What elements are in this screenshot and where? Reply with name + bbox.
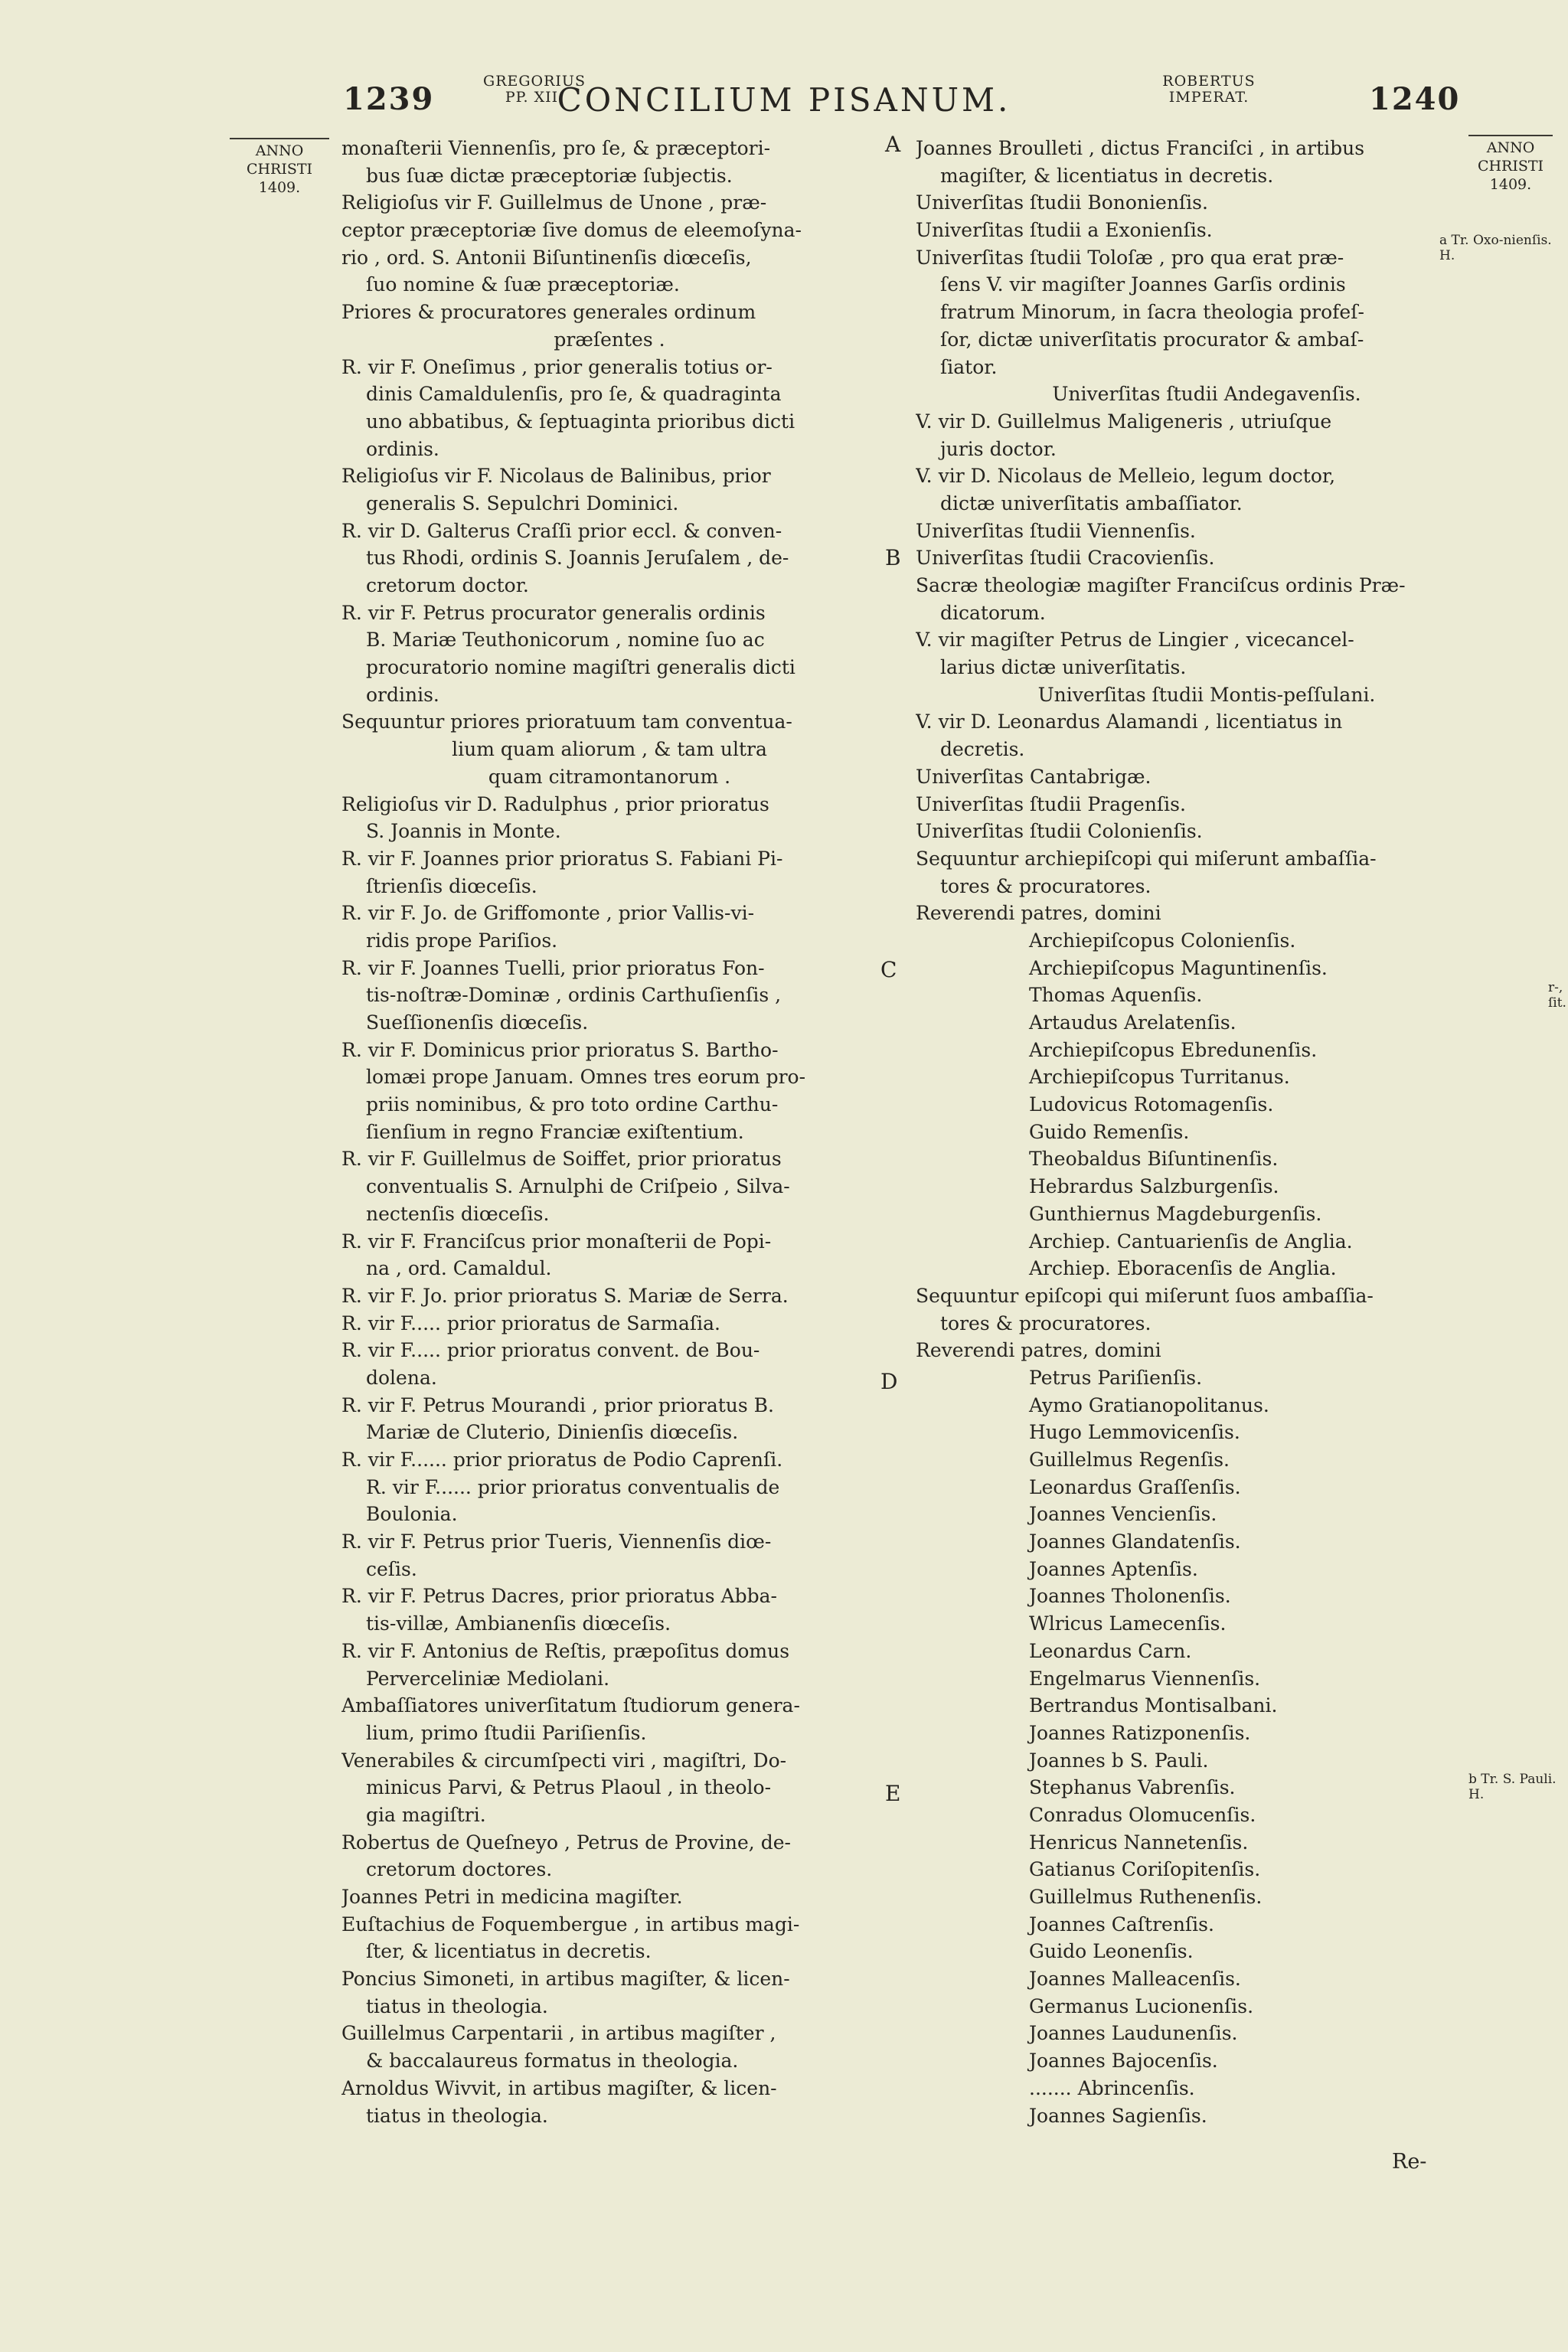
text-line: Bertrandus Montisalbani.: [1029, 1694, 1278, 1717]
text-line: ſienſium in regno Franciæ exiſtentium.: [366, 1120, 744, 1143]
text-line: Mariæ de Cluterio, Dinienſis diœceſis.: [366, 1421, 739, 1444]
text-line: tores & procuratores.: [940, 1312, 1152, 1334]
text-line: gia magiſtri.: [366, 1803, 486, 1826]
side-note-a: a Tr. Oxo-nienſis. H.: [1439, 233, 1552, 263]
text-line: ſtrienſis diœceſis.: [366, 874, 537, 897]
text-line: generalis S. Sepulchri Dominici.: [366, 492, 679, 514]
text-line: Sequuntur priores prioratuum tam conventua-: [341, 710, 792, 733]
text-line: R. vir F..... prior prioratus convent. de Bou-: [341, 1339, 760, 1362]
text-line: Joannes b S. Pauli.: [1029, 1749, 1209, 1772]
text-line: Archiepiſcopus Turritanus.: [1029, 1066, 1290, 1089]
text-line: larius dictæ univerſitatis.: [940, 656, 1187, 679]
text-line: priis nominibus, & pro toto ordine Carthu-: [366, 1093, 779, 1116]
text-line: Univerſitas ſtudii Toloſæ , pro qua erat præ-: [916, 246, 1344, 269]
text-line: Perverceliniæ Mediolani.: [366, 1667, 610, 1690]
section-ref-e: E: [885, 1781, 901, 1806]
text-line: Religioſus vir F. Nicolaus de Balinibus, prior: [341, 465, 771, 488]
text-line: Venerabiles & circumſpecti viri , magiſtri, Do-: [341, 1749, 787, 1772]
text-line: tis-villæ, Ambianenſis diœceſis.: [366, 1612, 671, 1635]
left-column: [341, 135, 877, 2129]
text-line: Sequuntur epiſcopi qui miſerunt ſuos ambaſſia-: [916, 1284, 1374, 1307]
text-line: Theobaldus Biſuntinenſis.: [1029, 1148, 1279, 1171]
text-line: ſiator.: [940, 355, 998, 378]
text-line: cretorum doctores.: [366, 1858, 553, 1881]
text-line: R. vir F. Antonius de Reſtis, præpoſitus domus: [341, 1639, 790, 1662]
text-line: Archiep. Eboracenſis de Anglia.: [1029, 1257, 1337, 1280]
text-line: juris doctor.: [940, 437, 1057, 460]
text-line: Leonardus Carn.: [1029, 1639, 1192, 1662]
text-line: Univerſitas ſtudii Viennenſis.: [916, 519, 1196, 542]
page-number-right: 1240: [1369, 81, 1461, 117]
margin-year-left: [230, 138, 329, 197]
text-line: Joannes Bajocenſis.: [1029, 2050, 1218, 2073]
text-line: lium quam aliorum , & tam ultra: [452, 738, 767, 761]
text-line: Petrus Pariſienſis.: [1029, 1366, 1203, 1389]
text-line: Joannes Sagienſis.: [1029, 2104, 1207, 2127]
text-line: Priores & procuratores generales ordinum: [341, 301, 756, 324]
text-line: R. vir F...... prior prioratus de Podio Caprenſi.: [341, 1449, 783, 1471]
text-line: R. vir F. Jo. prior prioratus S. Mariæ de Serra.: [341, 1284, 789, 1307]
text-line: Gatianus Coriſopitenſis.: [1029, 1858, 1261, 1881]
text-line: Guillelmus Ruthenenſis.: [1029, 1886, 1263, 1908]
section-ref-b: B: [885, 545, 901, 570]
text-line: rio , ord. S. Antonii Biſuntinenſis diœceſis,: [341, 246, 752, 269]
text-line: tis-noſtræ-Dominæ , ordinis Carthuſienſis ,: [366, 984, 782, 1007]
margin-christi: CHRISTI: [246, 161, 313, 178]
section-ref-a: A: [885, 132, 901, 157]
text-line: monaſterii Viennenſis, pro ſe, & præceptori-: [341, 137, 771, 159]
text-line: ordinis.: [366, 683, 439, 706]
text-line: R. vir F. Petrus Dacres, prior prioratus Abba-: [341, 1585, 777, 1608]
text-line: R. vir F. Joannes prior prioratus S. Fabiani Pi-: [341, 847, 783, 870]
text-line: Archiepiſcopus Colonienſis.: [1029, 929, 1296, 952]
text-line: nectenſis diœceſis.: [366, 1202, 550, 1225]
text-line: tiatus in theologia.: [366, 2104, 548, 2127]
text-line: Guillelmus Carpentarii , in artibus magiſter ,: [341, 2022, 776, 2045]
text-line: Conradus Olomucenſis.: [1029, 1803, 1256, 1826]
text-line: Thomas Aquenſis.: [1029, 984, 1203, 1007]
text-line: Germanus Lucionenſis.: [1029, 1994, 1254, 2017]
text-line: lium, primo ſtudii Pariſienſis.: [366, 1721, 647, 1744]
text-line: Guido Remenſis.: [1029, 1120, 1190, 1143]
text-line: Univerſitas ſtudii Bononienſis.: [916, 191, 1208, 214]
text-line: R. vir F. Joannes Tuelli, prior prioratus Fon-: [341, 956, 765, 979]
text-line: Reverendi patres, domini: [916, 902, 1161, 925]
text-line: Joannes Malleacenſis.: [1029, 1968, 1241, 1991]
margin-christi: CHRISTI: [1477, 158, 1544, 175]
text-line: Univerſitas ſtudii Andegavenſis.: [1052, 383, 1361, 406]
text-line: magiſter, & licentiatus in decretis.: [940, 164, 1274, 187]
text-line: Univerſitas ſtudii Cracovienſis.: [916, 547, 1215, 570]
text-line: quam citramontanorum .: [488, 765, 731, 788]
text-line: Univerſitas ſtudii Pragenſis.: [916, 792, 1186, 815]
text-line: Boulonia.: [366, 1503, 458, 1526]
text-line: ceſis.: [366, 1557, 417, 1580]
text-line: Joannes Glandatenſis.: [1029, 1530, 1241, 1553]
text-line: Ambaſſiatores univerſitatum ſtudiorum genera-: [341, 1694, 800, 1717]
text-line: R. vir F. Jo. de Griffomonte , prior Vallis-vi-: [341, 902, 755, 925]
text-line: minicus Parvi, & Petrus Plaoul , in theolo-: [366, 1776, 772, 1799]
text-line: Archiep. Cantuarienſis de Anglia.: [1029, 1230, 1353, 1253]
text-line: Archiepiſcopus Maguntinenſis.: [1029, 956, 1328, 979]
text-line: R. vir D. Galterus Craſſi prior eccl. & conven-: [341, 519, 782, 542]
text-line: Ludovicus Rotomagenſis.: [1029, 1093, 1274, 1116]
text-line: R. vir F. Petrus prior Tueris, Viennenſis diœ-: [341, 1530, 772, 1553]
text-line: Wlricus Lamecenſis.: [1029, 1612, 1227, 1635]
text-line: Joannes Broulleti , dictus Franciſci , in artibus: [916, 137, 1365, 159]
text-line: tus Rhodi, ordinis S. Joannis Jeruſalem , de-: [366, 547, 789, 570]
catchword: Re-: [1392, 2150, 1427, 2174]
text-line: Sacræ theologiæ magiſter Franciſcus ordinis Præ-: [916, 574, 1406, 596]
text-line: R. vir F. Dominicus prior prioratus S. Bartho-: [341, 1038, 779, 1061]
text-line: Poncius Simoneti, in artibus magiſter, & licen-: [341, 1968, 790, 1991]
text-line: Reverendi patres, domini: [916, 1339, 1161, 1362]
emperor-title: IMPERAT.: [1168, 89, 1250, 106]
pope-title: PP. XII.: [505, 89, 564, 106]
text-line: R. vir F. Petrus Mourandi , prior prioratus B.: [341, 1393, 774, 1416]
side-note-mid: r-, ſit.: [1548, 980, 1566, 1011]
text-line: R. vir F..... prior prioratus de Sarmaſia.: [341, 1312, 720, 1334]
margin-year: 1409.: [258, 179, 301, 196]
text-line: ſens V. vir magiſter Joannes Garſis ordinis: [940, 273, 1346, 296]
text-line: Artaudus Arelatenſis.: [1029, 1011, 1236, 1034]
text-line: B. Mariæ Teuthonicorum , nomine ſuo ac: [366, 629, 765, 652]
margin-rule: [230, 138, 329, 139]
pope-name: GREGORIUS: [483, 73, 586, 90]
text-line: Joannes Vencienſis.: [1029, 1503, 1217, 1526]
text-line: Sequuntur archiepiſcopi qui miſerunt ambaſſia-: [916, 847, 1377, 870]
text-line: Engelmarus Viennenſis.: [1029, 1667, 1261, 1690]
text-line: Hugo Lemmovicenſis.: [1029, 1421, 1240, 1444]
text-line: cretorum doctor.: [366, 574, 529, 596]
text-line: Joannes Laudunenſis.: [1029, 2022, 1238, 2045]
text-line: conventualis S. Arnulphi de Criſpeio , Silva-: [366, 1175, 790, 1198]
text-line: Joannes Petri in medicina magiſter.: [341, 1886, 683, 1908]
text-line: na , ord. Camaldul.: [366, 1257, 552, 1280]
text-line: ordinis.: [366, 437, 439, 460]
text-line: Joannes Caſtrenſis.: [1029, 1913, 1214, 1936]
text-line: dinis Camaldulenſis, pro ſe, & quadraginta: [366, 383, 782, 406]
text-line: Aymo Gratianopolitanus.: [1029, 1393, 1269, 1416]
text-line: S. Joannis in Monte.: [366, 820, 561, 843]
text-line: R. vir F...... prior prioratus conventualis de: [366, 1475, 780, 1498]
text-line: ſuo nomine & ſuæ præceptoriæ.: [366, 273, 680, 296]
margin-year: 1409.: [1489, 176, 1532, 193]
text-line: Joannes Ratizponenſis.: [1029, 1721, 1251, 1744]
margin-anno: ANNO: [255, 142, 304, 159]
text-line: Religioſus vir F. Guillelmus de Unone , præ-: [341, 191, 767, 214]
text-line: Joannes Tholonenſis.: [1029, 1585, 1231, 1608]
text-line: dictæ univerſitatis ambaſſiator.: [940, 492, 1243, 514]
text-line: Guido Leonenſis.: [1029, 1940, 1194, 1963]
text-line: R. vir F. Franciſcus prior monaſterii de Popi-: [341, 1230, 772, 1253]
section-ref-d: D: [880, 1369, 898, 1394]
margin-anno: ANNO: [1486, 139, 1535, 156]
text-line: tiatus in theologia.: [366, 1994, 548, 2017]
text-line: bus ſuæ dictæ præceptoriæ ſubjectis.: [366, 164, 733, 187]
text-line: Religioſus vir D. Radulphus , prior prioratus: [341, 792, 769, 815]
text-line: R. vir F. Oneſimus , prior generalis totius or-: [341, 355, 773, 378]
emperor-name: ROBERTUS: [1162, 73, 1256, 90]
text-line: Univerſitas Cantabrigæ.: [916, 765, 1152, 788]
text-line: præſentes .: [554, 328, 665, 351]
text-line: ceptor præceptoriæ ſive domus de eleemoſyna-: [341, 219, 802, 242]
section-ref-c: C: [880, 957, 897, 982]
text-line: R. vir F. Guillelmus de Soiffet, prior prioratus: [341, 1148, 782, 1171]
text-line: Guillelmus Regenſis.: [1029, 1449, 1230, 1471]
text-line: R. vir F. Petrus procurator generalis ordinis: [341, 601, 766, 624]
text-line: V. vir D. Guillelmus Maligeneris , utriuſque: [916, 410, 1332, 433]
text-line: Univerſitas ſtudii a Exonienſis.: [916, 219, 1213, 242]
right-column: [916, 135, 1498, 2129]
page-title: CONCILIUM PISANUM.: [557, 81, 1011, 119]
text-line: ridis prope Pariſios.: [366, 929, 558, 952]
text-line: Stephanus Vabrenſis.: [1029, 1776, 1236, 1799]
text-line: Henricus Nannetenſis.: [1029, 1831, 1249, 1854]
text-line: Robertus de Queſneyo , Petrus de Provine, de-: [341, 1831, 791, 1854]
text-line: Gunthiernus Magdeburgenſis.: [1029, 1202, 1322, 1225]
text-line: V. vir magiſter Petrus de Lingier , vicecancel-: [916, 629, 1354, 652]
text-line: lomæi prope Januam. Omnes tres eorum pro-: [366, 1066, 806, 1089]
text-line: decretis.: [940, 738, 1025, 761]
text-line: procuratorio nomine magiſtri generalis dicti: [366, 656, 795, 679]
text-line: tores & procuratores.: [940, 874, 1152, 897]
text-line: Joannes Aptenſis.: [1029, 1557, 1198, 1580]
text-line: V. vir D. Leonardus Alamandi , licentiatus in: [916, 710, 1343, 733]
emperor-header: [1152, 74, 1266, 106]
text-line: Archiepiſcopus Ebredunenſis.: [1029, 1038, 1318, 1061]
text-line: fratrum Minorum, in ſacra theologia profeſ-: [940, 301, 1364, 324]
text-line: ſter, & licentiatus in decretis.: [366, 1940, 652, 1963]
text-line: Sueſſionenſis diœceſis.: [366, 1011, 589, 1034]
text-line: & baccalaureus formatus in theologia.: [366, 2050, 739, 2073]
text-line: Univerſitas ſtudii Colonienſis.: [916, 820, 1203, 843]
text-line: Euſtachius de Foquembergue , in artibus magi-: [341, 1913, 800, 1936]
text-line: dolena.: [366, 1366, 437, 1389]
text-line: Univerſitas ſtudii Montis-peſſulani.: [1037, 683, 1376, 706]
text-line: Leonardus Graſſenſis.: [1029, 1475, 1241, 1498]
text-line: ſor, dictæ univerſitatis procurator & ambaſ-: [940, 328, 1364, 351]
page-number-left: 1239: [343, 81, 435, 117]
text-line: uno abbatibus, & ſeptuaginta prioribus dicti: [366, 410, 795, 433]
text-line: Hebrardus Salzburgenſis.: [1029, 1175, 1279, 1198]
text-line: ....... Abrincenſis.: [1029, 2076, 1195, 2099]
text-line: V. vir D. Nicolaus de Melleio, legum doctor,: [916, 465, 1336, 488]
text-line: dicatorum.: [940, 601, 1046, 624]
side-note-b: b Tr. S. Pauli. H.: [1468, 1772, 1557, 1802]
text-line: Arnoldus Wivvit, in artibus magiſter, & licen-: [341, 2076, 777, 2099]
